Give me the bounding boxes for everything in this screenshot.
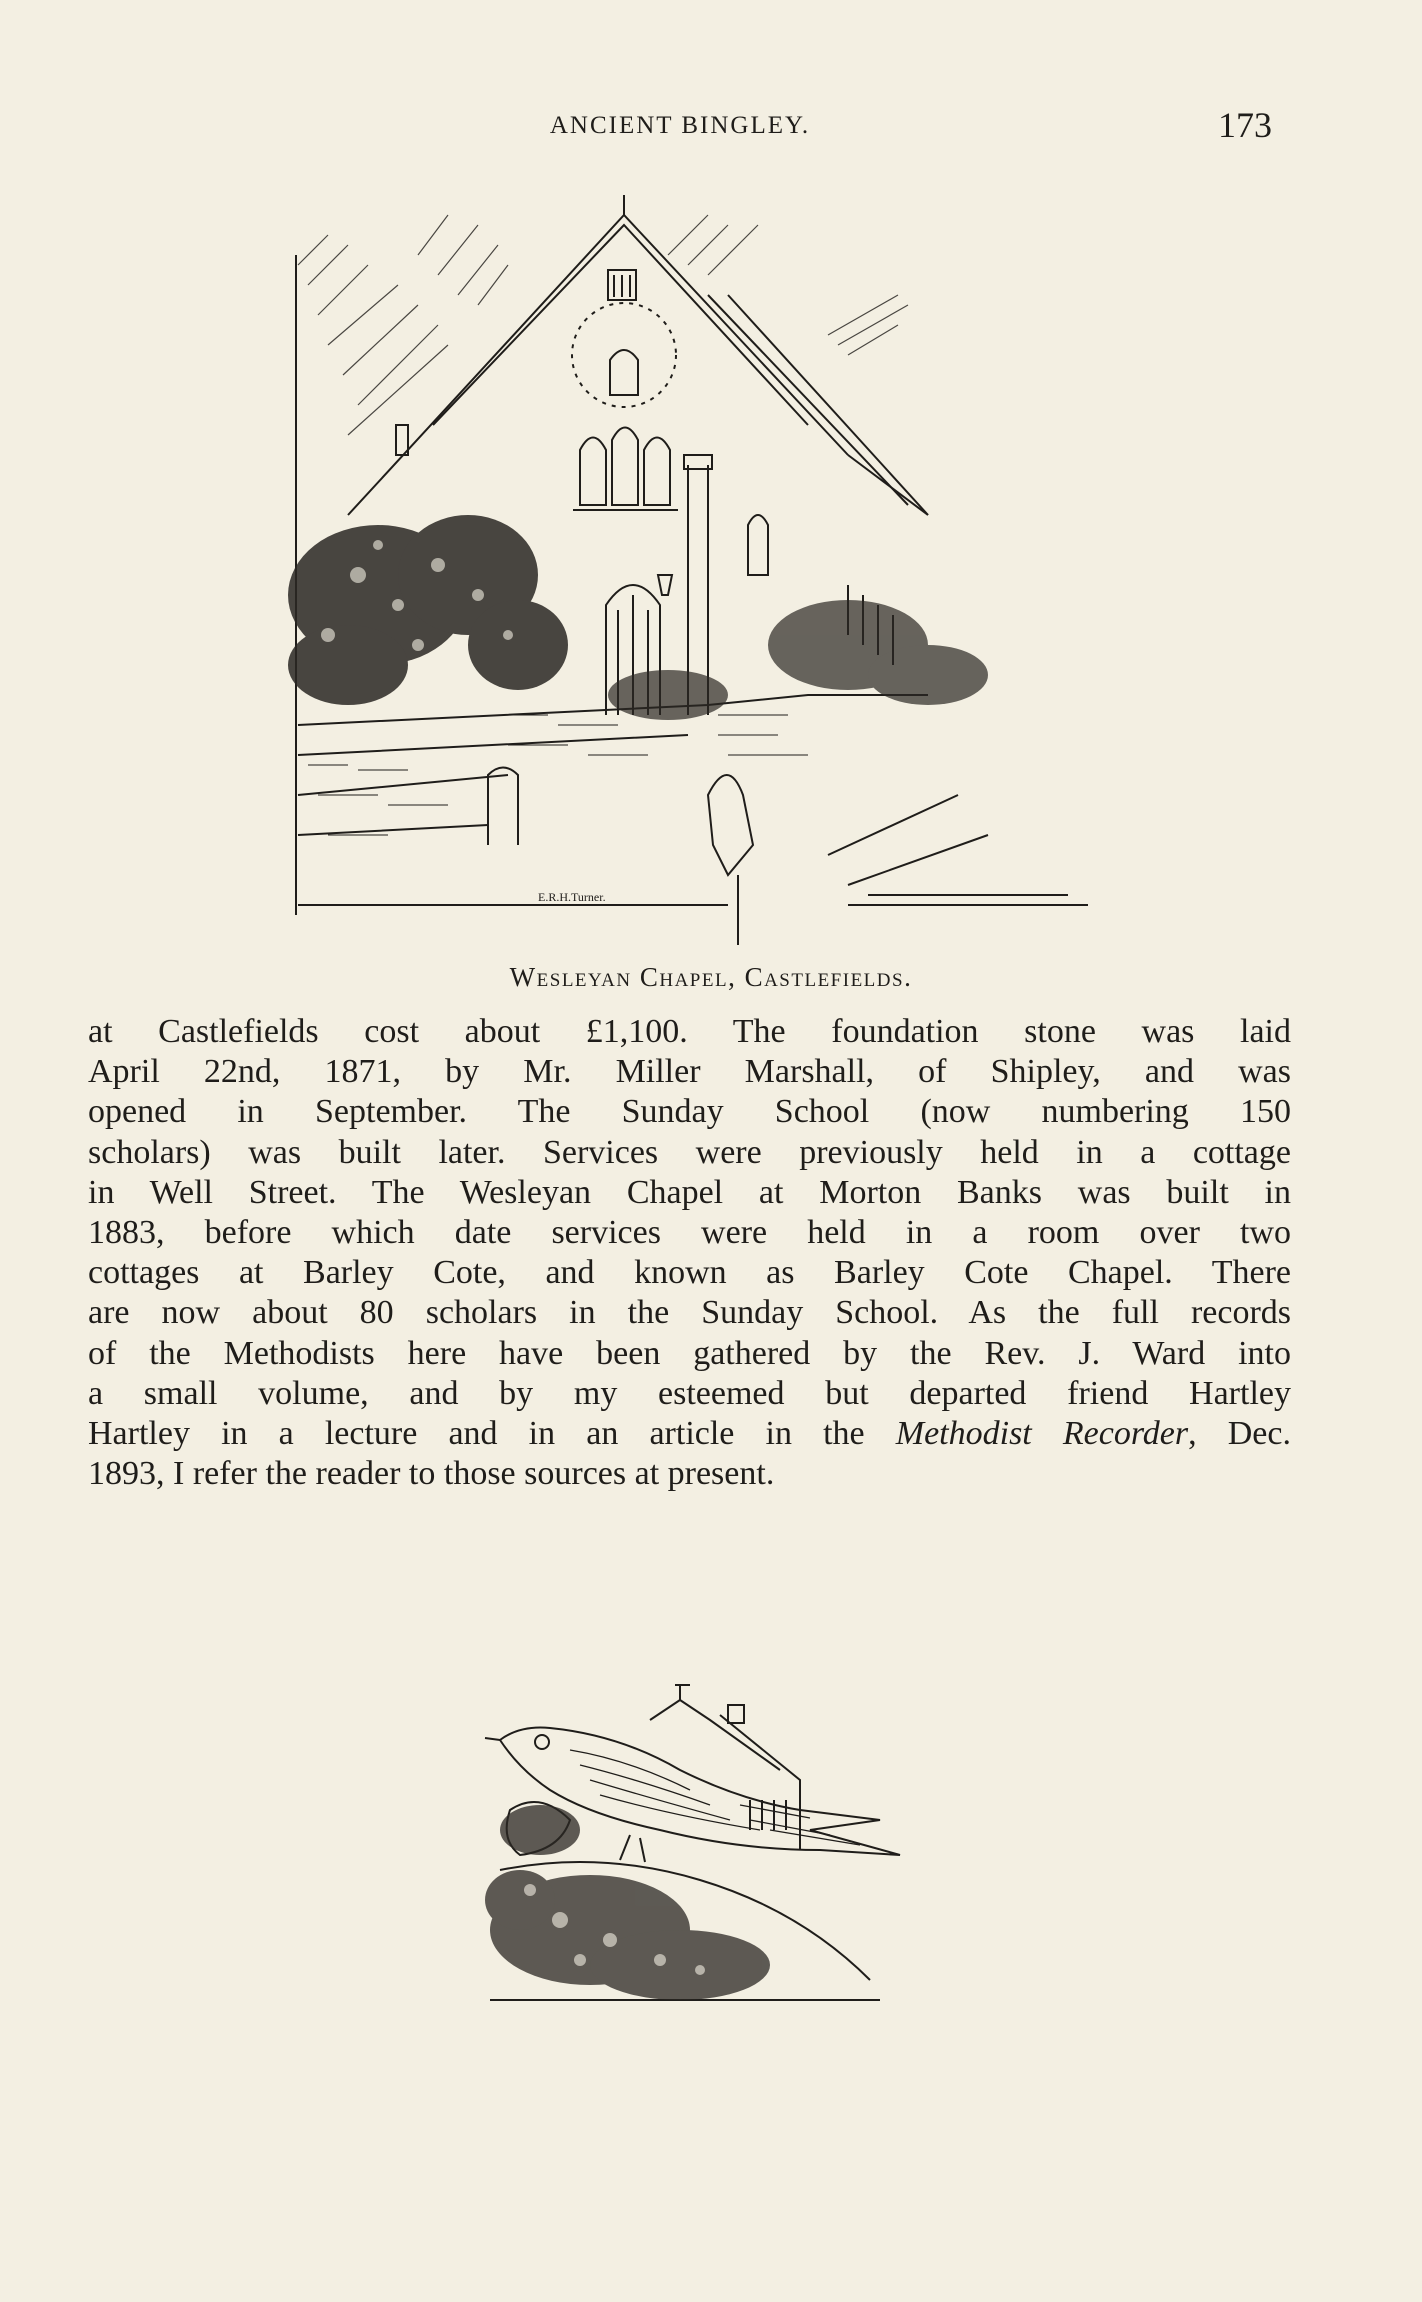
running-head [0,105,1422,148]
running-title: ANCIENT BINGLEY. [549,112,811,139]
bird-tailpiece-engraving [480,1680,920,2020]
text-line: scholars) was built later. Services were previously held in a cottage [88,1133,1291,1171]
text-line: April 22nd, 1871, by Mr. Miller Marshall, of Shipley, and was [88,1053,1291,1091]
page-number: 173 [1218,105,1272,145]
text-line-with-italic [88,1414,1291,1454]
chapel-engraving [288,195,1100,957]
text-line: at Castlefields cost about £1,100. The foundation stone was laid [88,1013,1291,1050]
text-line: 1883, before which date services were held in a room over two [88,1214,1291,1252]
text-segment: Hartley in a lecture and in an article in the [88,1415,896,1453]
body-paragraph [88,1012,1291,1494]
text-line: opened in September. The Sunday School (now numbering 150 [88,1093,1291,1131]
text-line: cottages at Barley Cote, and known as Barley Cote Chapel. There [88,1254,1291,1292]
text-segment: , Dec. [1188,1415,1291,1453]
illustration-caption: Wesleyan Chapel, Castlefields. [509,962,913,992]
engraver-signature: E.R.H.Turner. [538,890,606,904]
text-line: are now about 80 scholars in the Sunday School. As the full records [88,1294,1291,1332]
text-line: a small volume, and by my esteemed but departed friend Hartley [88,1374,1291,1412]
text-line: in Well Street. The Wesleyan Chapel at Morton Banks was built in [88,1173,1291,1211]
periodical-title: Methodist Recorder [895,1415,1189,1453]
text-line: of the Methodists here have been gathered by the Rev. J. Ward into [88,1334,1291,1372]
text-line: 1893, I refer the reader to those sources at present. [88,1455,775,1493]
